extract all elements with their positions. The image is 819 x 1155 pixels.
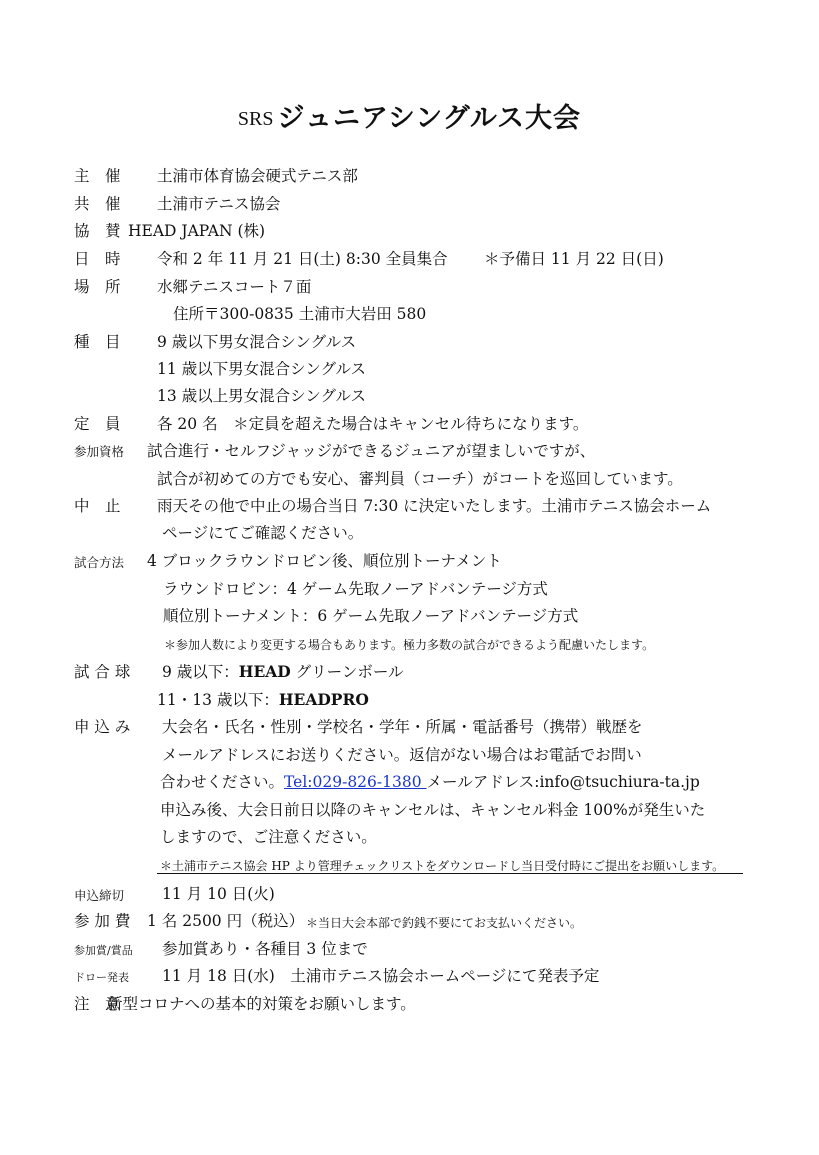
shikaku-label: 参加資格 [74, 444, 125, 459]
kyu-line1-prefix: 9 歳以下： [162, 663, 239, 681]
moushikomi-email: メールアドレス:info@tsuchiura-ta.jp [426, 773, 700, 791]
shumoku-label: 種 目 [74, 333, 121, 351]
kyu-line-1 [162, 662, 404, 682]
shumoku-item: 9 歳以下男女混合シングルス [157, 333, 357, 351]
basho-label: 場 所 [74, 278, 121, 296]
moushikomi-line-1: 大会名・氏名・性別・学校名・学年・所属・電話番号（携帯）戦歴を [162, 718, 643, 736]
shohin-value: 参加賞あり・各種目 3 位まで [162, 940, 368, 958]
shohin-label: 参加賞/賞品 [74, 944, 133, 957]
basho-value: 水郷テニスコート７面 [157, 278, 312, 296]
shikaku-line: 試合が初めての方でも安心、審判員（コーチ）がコートを巡回しています。 [157, 470, 683, 488]
shikaku-line: 試合進行・セルフジャッジができるジュニアが望ましいですが、 [147, 442, 596, 460]
page-title [0, 96, 819, 135]
chui-label: 注 意 [74, 995, 121, 1013]
moushikomi-line-3 [160, 772, 700, 792]
kyosai-value: 土浦市テニス協会 [157, 195, 281, 213]
tel-link[interactable]: Tel:029-826-1380 [284, 773, 427, 791]
sankahi-note: ＊当日大会本部で釣銭不要にてお支払いください。 [306, 916, 583, 930]
hoho-note: ＊参加人数により変更する場合もあります。極力多数の試合ができるよう配慮いたします。 [164, 638, 655, 652]
hoho-line: 4 ブロックラウンドロビン後、順位別トーナメント [147, 552, 502, 570]
title-main: ジュニアシングルス大会 [277, 103, 582, 134]
title-prefix: SRS [237, 108, 274, 130]
nichiji-note: ＊予備日 11 月 22 日(日) [484, 250, 664, 268]
hoho-line: 順位別トーナメント：6 ゲーム先取ノーアドバンテージ方式 [163, 607, 579, 625]
kyu-line1-brand: HEAD [238, 662, 291, 681]
basho-address: 住所〒300-0835 土浦市大岩田 580 [173, 305, 427, 323]
nichiji-value: 令和 2 年 11 月 21 日(土) 8:30 全員集合 [157, 250, 448, 268]
moushikomi-line3-prefix: 合わせください。 [160, 773, 285, 791]
nichiji-label: 日 時 [74, 250, 121, 268]
moushikomi-line-5: しますので、ご注意ください。 [160, 828, 377, 846]
moushikomi-line-4: 申込み後、大会日前日以降のキャンセルは、キャンセル料金 100%が発生いた [160, 801, 706, 819]
shumoku-item: 13 歳以上男女混合シングルス [157, 387, 367, 405]
chushi-line: ページにてご確認ください。 [162, 524, 364, 542]
shimekiri-label: 申込締切 [74, 888, 125, 903]
chushi-line: 雨天その他で中止の場合当日 7:30 に決定いたします。土浦市テニス協会ホーム [157, 497, 712, 515]
chui-value: 新型コロナへの基本的対策をお願いします。 [107, 995, 416, 1013]
shumoku-item: 11 歳以下男女混合シングルス [157, 360, 367, 378]
sankahi-value: 1 名 2500 円（税込） [147, 912, 305, 930]
kyu-line1-suffix: グリーンボール [290, 663, 404, 681]
chushi-label: 中 止 [74, 497, 121, 515]
kyu-line2-prefix: 11・13 歳以下： [157, 691, 279, 709]
draw-label: ドロー発表 [74, 971, 129, 984]
hoho-label: 試合方法 [74, 555, 125, 570]
shimekiri-value: 11 月 10 日(火) [162, 885, 275, 903]
kyu-label: 試 合 球 [74, 663, 131, 681]
draw-value: 11 月 18 日(水) 土浦市テニス協会ホームページにて発表予定 [162, 967, 600, 985]
hoho-line: ラウンドロビン：4 ゲーム先取ノーアドバンテージ方式 [163, 580, 548, 598]
kyosan-value: HEAD JAPAN (株) [128, 222, 266, 240]
kyosai-label: 共 催 [74, 195, 121, 213]
moushikomi-label: 申 込 み [74, 718, 131, 736]
shusai-label: 主 催 [74, 167, 121, 185]
moushikomi-line-2: メールアドレスにお送りください。返信がない場合はお電話でお問い [162, 746, 642, 764]
kyu-line-2 [157, 690, 369, 710]
note-underline [157, 873, 743, 874]
teiin-value: 各 20 名 ＊定員を超えた場合はキャンセル待ちになります。 [157, 415, 589, 433]
sankahi-label: 参 加 費 [74, 912, 131, 930]
moushikomi-note: ＊土浦市テニス協会 HP より管理チェックリストをダウンロードし当日受付時にご提出をお願いします。 [160, 859, 725, 873]
shusai-value: 土浦市体育協会硬式テニス部 [157, 167, 358, 185]
kyosan-label: 協 賛 [74, 222, 121, 240]
kyu-line2-brand: HEADPRO [278, 690, 369, 709]
teiin-label: 定 員 [74, 415, 121, 433]
